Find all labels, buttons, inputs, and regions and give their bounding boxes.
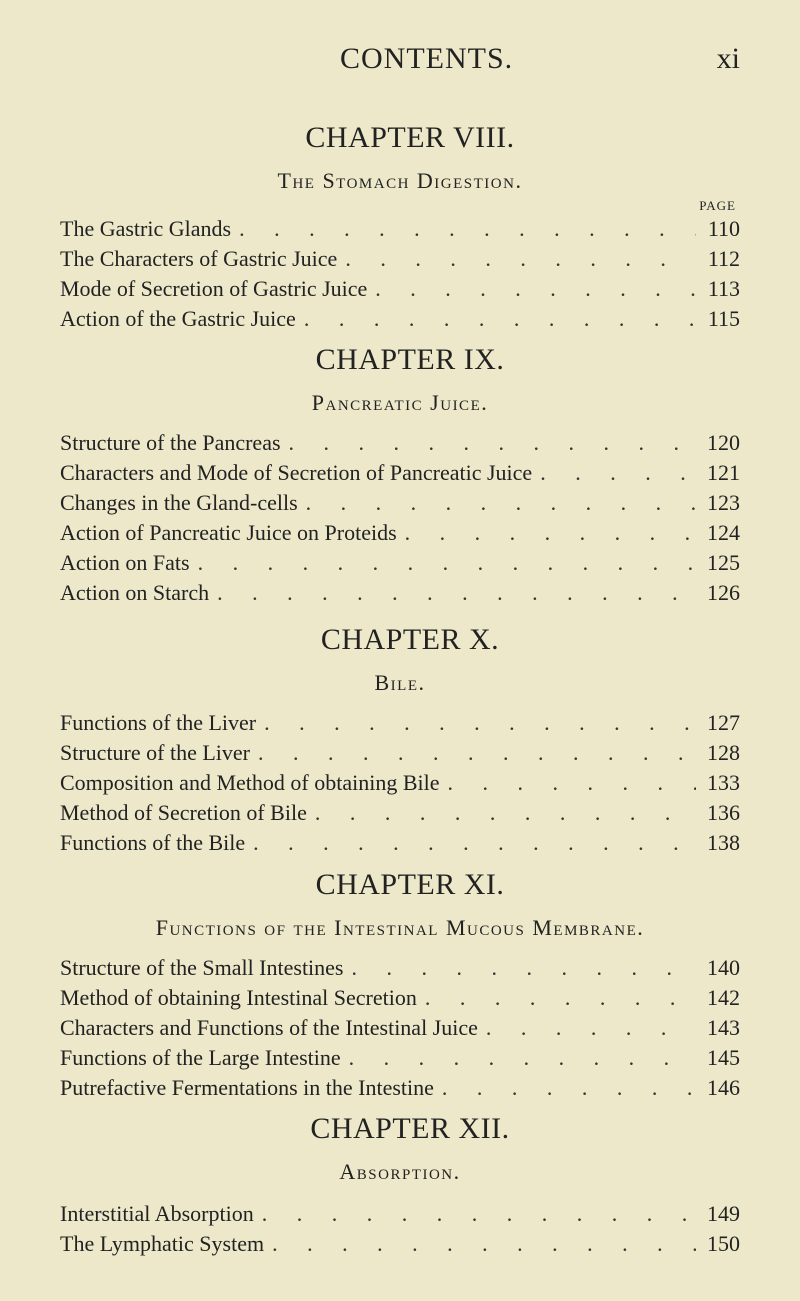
- entry-page: 113: [707, 276, 740, 301]
- dot-leader: [425, 983, 696, 1013]
- toc-list: [60, 428, 740, 608]
- chapter-subtitle: The Stomach Digestion.: [277, 168, 523, 193]
- toc-entry[interactable]: [60, 274, 740, 304]
- toc-entry[interactable]: [60, 458, 740, 488]
- toc-entry[interactable]: [60, 304, 740, 334]
- chapter-xi: [60, 865, 740, 1103]
- chapter-heading: CHAPTER XI.: [315, 868, 505, 901]
- entry-page: 133: [707, 770, 740, 795]
- entry-title: The Gastric Glands: [60, 216, 232, 241]
- toc-entry[interactable]: [60, 1043, 740, 1073]
- entry-title: Method of Secretion of Bile: [60, 800, 307, 825]
- entry-title: Changes in the Gland-cells: [60, 490, 298, 515]
- entry-page: 136: [707, 800, 740, 825]
- entry-page: 146: [707, 1075, 740, 1100]
- entry-title: Characters and Mode of Secretion of Pancreatic Juice: [60, 460, 533, 485]
- running-title: CONTENTS.: [340, 42, 514, 75]
- dot-leader: [405, 518, 696, 548]
- entry-title: Functions of the Bile: [60, 830, 246, 855]
- toc-entry[interactable]: [60, 1013, 740, 1043]
- entry-page: 120: [707, 430, 740, 455]
- page-column-label: PAGE: [699, 198, 736, 213]
- entry-page: 125: [707, 550, 740, 575]
- entry-page: 127: [707, 710, 740, 735]
- dot-leader: [349, 1043, 696, 1073]
- entry-title: Composition and Method of obtaining Bile: [60, 770, 440, 795]
- entry-title: Action of Pancreatic Juice on Proteids: [60, 520, 397, 545]
- entry-title: Method of obtaining Intestinal Secretion: [60, 985, 417, 1010]
- toc-entry[interactable]: [60, 708, 740, 738]
- entry-page: 126: [707, 580, 740, 605]
- entry-title: Characters and Functions of the Intestinal Juice: [60, 1015, 478, 1040]
- chapter-heading: CHAPTER VIII.: [305, 121, 515, 154]
- entry-page: 138: [707, 830, 740, 855]
- dot-leader: [315, 798, 696, 828]
- dot-leader: [375, 274, 696, 304]
- entry-title: Structure of the Liver: [60, 740, 250, 765]
- entry-page: 140: [707, 955, 740, 980]
- toc-list: [60, 708, 740, 858]
- chapter-x: [60, 620, 740, 858]
- entry-page: 150: [707, 1231, 740, 1256]
- toc-entry[interactable]: [60, 518, 740, 548]
- toc-entry[interactable]: [60, 983, 740, 1013]
- dot-leader: [239, 214, 696, 244]
- entry-page: 149: [707, 1201, 740, 1226]
- toc-list: [60, 1199, 740, 1259]
- entry-page: 143: [707, 1015, 740, 1040]
- dot-leader: [262, 1199, 696, 1229]
- chapter-xii: [60, 1109, 740, 1259]
- entry-title: Structure of the Small Intestines: [60, 955, 344, 980]
- dot-leader: [352, 953, 697, 983]
- chapter-subtitle: Functions of the Intestinal Mucous Membrane.: [155, 915, 645, 940]
- dot-leader: [345, 244, 696, 274]
- entry-page: 128: [707, 740, 740, 765]
- toc-entry[interactable]: [60, 244, 740, 274]
- chapter-heading: CHAPTER X.: [320, 623, 500, 656]
- entry-page: 110: [707, 216, 740, 241]
- entry-title: Structure of the Pancreas: [60, 430, 281, 455]
- toc-entry[interactable]: [60, 1199, 740, 1229]
- entry-page: 145: [707, 1045, 740, 1070]
- chapter-viii: [60, 118, 740, 334]
- toc-entry[interactable]: [60, 828, 740, 858]
- entry-page: 123: [707, 490, 740, 515]
- dot-leader: [272, 1229, 696, 1259]
- chapter-subtitle: Absorption.: [339, 1159, 461, 1184]
- dot-leader: [289, 428, 696, 458]
- chapter-heading: CHAPTER XII.: [310, 1112, 510, 1145]
- dot-leader: [540, 458, 696, 488]
- chapter-subtitle: Bile.: [374, 670, 426, 695]
- entry-title: The Lymphatic System: [60, 1231, 265, 1256]
- toc-entry[interactable]: [60, 1229, 740, 1259]
- entry-title: Action on Fats: [60, 550, 190, 575]
- entry-title: Action on Starch: [60, 580, 210, 605]
- chapter-subtitle: Pancreatic Juice.: [311, 390, 489, 415]
- toc-list: [60, 214, 740, 334]
- entry-page: 142: [707, 985, 740, 1010]
- dot-leader: [217, 578, 696, 608]
- toc-entry[interactable]: [60, 548, 740, 578]
- dot-leader: [442, 1073, 696, 1103]
- entry-title: Functions of the Liver: [60, 710, 257, 735]
- toc-entry[interactable]: [60, 428, 740, 458]
- chapter-ix: [60, 340, 740, 608]
- chapter-heading: CHAPTER IX.: [315, 343, 505, 376]
- entry-title: Putrefactive Fermentations in the Intestine: [60, 1075, 434, 1100]
- dot-leader: [447, 768, 696, 798]
- entry-title: Functions of the Large Intestine: [60, 1045, 341, 1070]
- dot-leader: [304, 304, 696, 334]
- entry-page: 121: [707, 460, 740, 485]
- entry-title: The Characters of Gastric Juice: [60, 246, 338, 271]
- entry-page: 124: [707, 520, 740, 545]
- entry-page: 115: [707, 306, 740, 331]
- entry-title: Interstitial Absorption: [60, 1201, 254, 1226]
- entry-page: 112: [707, 246, 740, 271]
- dot-leader: [486, 1013, 696, 1043]
- toc-entry[interactable]: [60, 578, 740, 608]
- toc-entry[interactable]: [60, 488, 740, 518]
- running-head: [0, 42, 800, 82]
- dot-leader: [198, 548, 696, 578]
- page-number: xi: [716, 42, 740, 75]
- dot-leader: [306, 488, 696, 518]
- toc-list: [60, 953, 740, 1103]
- entry-title: Action of the Gastric Juice: [60, 306, 296, 331]
- toc-entry[interactable]: [60, 1073, 740, 1103]
- entry-title: Mode of Secretion of Gastric Juice: [60, 276, 368, 301]
- dot-leader: [258, 738, 696, 768]
- toc-entry[interactable]: [60, 214, 740, 244]
- toc-entry[interactable]: [60, 953, 740, 983]
- dot-leader: [253, 828, 696, 858]
- toc-entry[interactable]: [60, 798, 740, 828]
- toc-entry[interactable]: [60, 738, 740, 768]
- toc-entry[interactable]: [60, 768, 740, 798]
- dot-leader: [264, 708, 696, 738]
